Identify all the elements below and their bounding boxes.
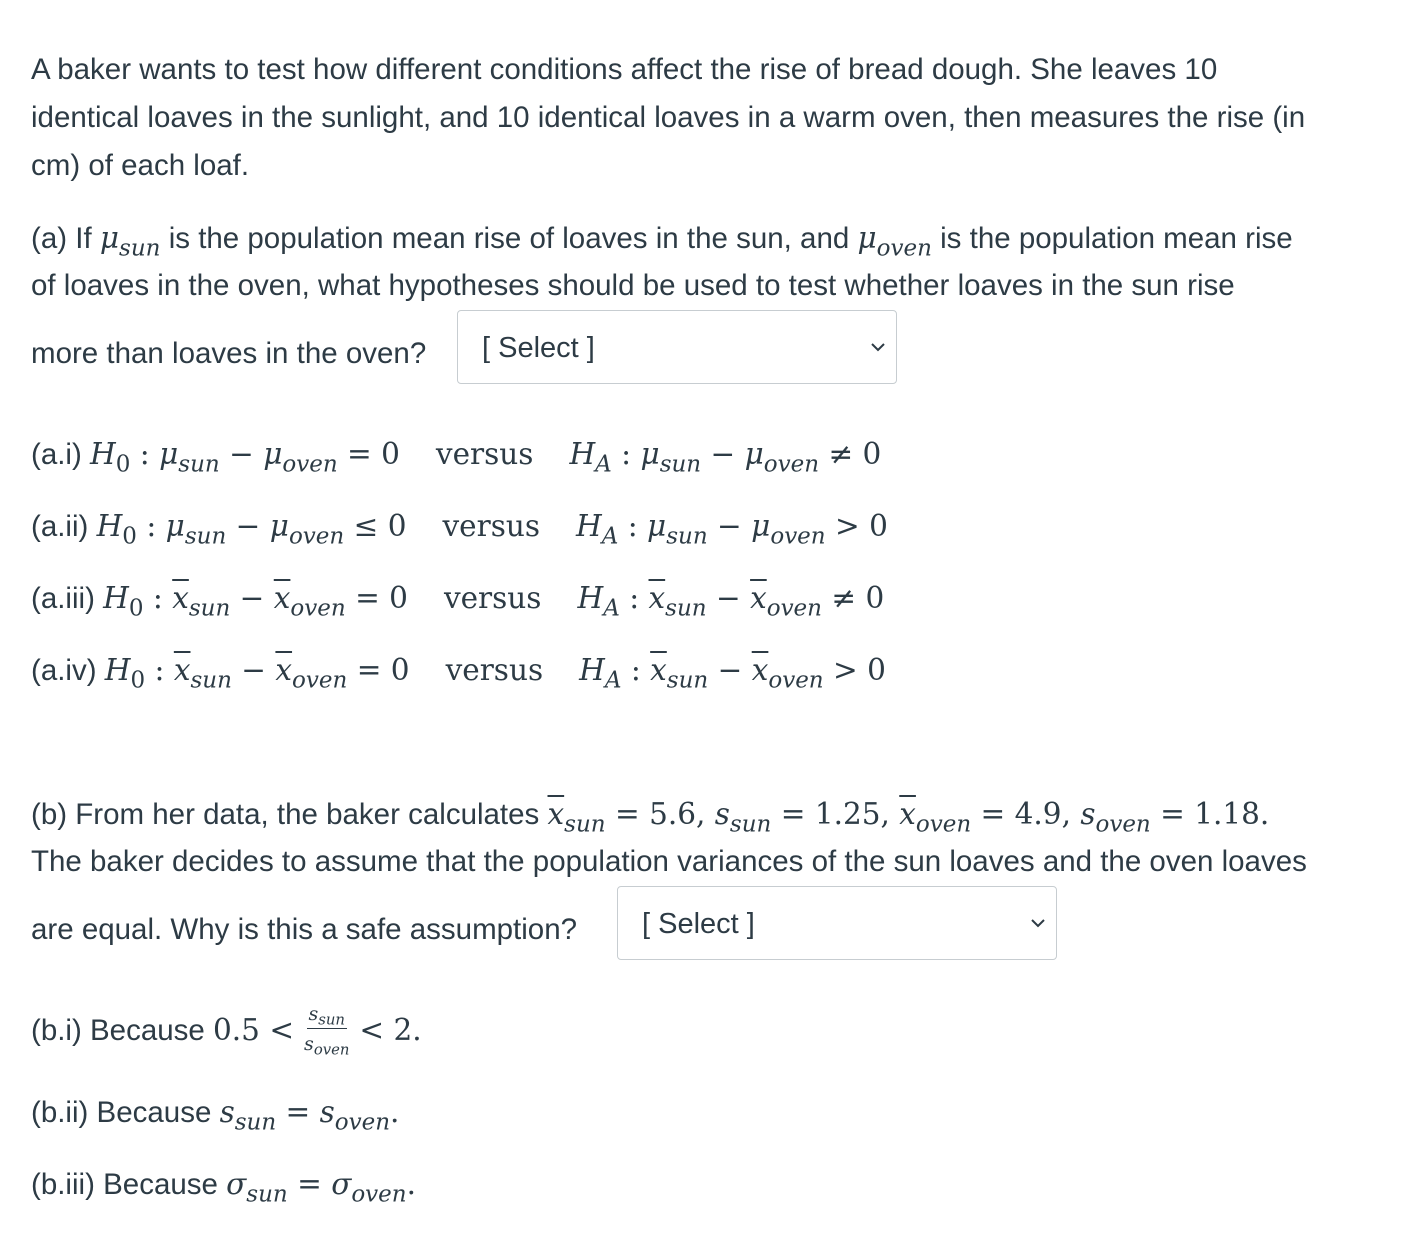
option-a-iv-versus: versus bbox=[445, 653, 544, 687]
part-a-select[interactable] bbox=[457, 310, 897, 384]
option-a-i-label: (a.i) bbox=[31, 438, 82, 471]
part-a-line-2: of loaves in the oven, what hypotheses should be used to test whether loaves in the sun rise bbox=[31, 269, 1235, 302]
option-a-ii-ha-op: > 0 bbox=[835, 509, 888, 543]
option-a-ii-h0-op: ≤ 0 bbox=[353, 509, 407, 543]
xbar-oven-value: 4.9 bbox=[1014, 797, 1062, 831]
part-a-text-3: is the population mean rise bbox=[940, 222, 1293, 255]
option-a-iii-label: (a.iii) bbox=[31, 582, 95, 615]
xbar-sun-value: 5.6 bbox=[649, 797, 696, 831]
part-a-select-label: [ Select ] bbox=[482, 332, 595, 364]
intro-line-1: A baker wants to test how different conditions affect the rise of bread dough. She leaves 10 bbox=[31, 53, 1218, 86]
part-a-line-3: more than loaves in the oven? bbox=[31, 337, 427, 370]
option-a-iii-h0-op: = 0 bbox=[355, 581, 408, 615]
option-a-ii-versus: versus bbox=[442, 509, 540, 543]
option-a-i: (a.i) $H_0$ : $\mu_{sun} - \mu_{oven} = 0$ versus $H_A$ : $\mu_{sun} - \mu_{oven} \ne 0$ bbox=[31, 437, 882, 478]
intro-line-2: identical loaves in the sunlight, and 10 identical loaves in a warm oven, then measures the rise (in bbox=[31, 101, 1306, 134]
chevron-down-icon bbox=[1030, 917, 1046, 929]
part-b-select[interactable] bbox=[617, 886, 1057, 960]
option-b-ii-label: (b.ii) Because bbox=[31, 1096, 212, 1129]
chevron-down-icon bbox=[870, 341, 886, 353]
option-a-iv-h0-op: = 0 bbox=[356, 653, 410, 687]
s-oven-value: 1.18 bbox=[1194, 797, 1260, 831]
part-a-text-1: (a) If bbox=[31, 222, 92, 255]
s-sun-value: 1.25 bbox=[814, 797, 881, 831]
option-a-iv: (a.iv) $H_0$ : $\overline{x}_{sun} - \overline{x}_{oven} = 0$ versus $H_A$ : $\overline{x}_{sun} - \overline{x}_{oven} > 0$ bbox=[31, 653, 886, 694]
option-a-i-versus: versus bbox=[435, 437, 534, 471]
intro-line-3: cm) of each loaf. bbox=[31, 149, 250, 182]
s-ratio-fraction: $\frac{s_{sun}}{s_{oven}}$ bbox=[304, 1003, 350, 1059]
option-b-iii-label: (b.iii) Because bbox=[31, 1168, 218, 1201]
mu-sun: $\mu_{sun}$ bbox=[99, 221, 161, 262]
option-a-iii-versus: versus bbox=[443, 581, 542, 615]
option-b-i-lower: 0.5 bbox=[213, 1013, 260, 1047]
option-b-ii: (b.ii) Because $s_{sun} = s_{oven}$. bbox=[31, 1095, 400, 1136]
option-a-iv-label: (a.iv) bbox=[31, 654, 97, 687]
option-a-ii: (a.ii) $H_0$ : $\mu_{sun} - \mu_{oven} \le 0$ versus $H_A$ : $\mu_{sun} - \mu_{oven} > 0$ bbox=[31, 509, 888, 550]
option-b-i: (b.i) Because 0.5 < $\frac{s_{sun}}{s_{oven}}$ < 2. bbox=[31, 1003, 422, 1059]
option-a-i-ha-op: ≠ 0 bbox=[828, 437, 882, 471]
option-b-i-label: (b.i) Because bbox=[31, 1014, 205, 1047]
option-b-iii: (b.iii) Because $\sigma_{sun} = \sigma_{oven}$. bbox=[31, 1167, 416, 1208]
option-a-iv-ha-op: > 0 bbox=[833, 653, 886, 687]
option-b-i-upper: 2. bbox=[393, 1013, 422, 1047]
option-a-i-h0-op: = 0 bbox=[347, 437, 400, 471]
mu-oven: $\mu_{oven}$ bbox=[857, 221, 932, 262]
part-b-line-1: (b) From her data, the baker calculates $\overline{x}_{sun} = 5.6$, $s_{sun} = 1.25$, $\overline{x}_{oven} = 4.9$, $s_{oven} = 1.18$. bbox=[31, 797, 1270, 838]
part-b-line-2: The baker decides to assume that the population variances of the sun loaves and the oven loaves bbox=[31, 845, 1307, 878]
option-a-ii-label: (a.ii) bbox=[31, 510, 89, 543]
part-b-select-label: [ Select ] bbox=[642, 908, 755, 940]
part-a-line-1 bbox=[31, 214, 1293, 263]
part-b-line-3: are equal. Why is this a safe assumption? bbox=[31, 913, 578, 946]
option-a-iii-ha-op: ≠ 0 bbox=[831, 581, 885, 615]
part-a-text-2: is the population mean rise of loaves in the sun, and bbox=[168, 222, 850, 255]
option-a-iii: (a.iii) $H_0$ : $\overline{x}_{sun} - \overline{x}_{oven} = 0$ versus $H_A$ : $\overline{x}_{sun} - \overline{x}_{oven} \ne 0$ bbox=[31, 581, 885, 622]
part-b-text-1: (b) From her data, the baker calculates bbox=[31, 798, 540, 831]
